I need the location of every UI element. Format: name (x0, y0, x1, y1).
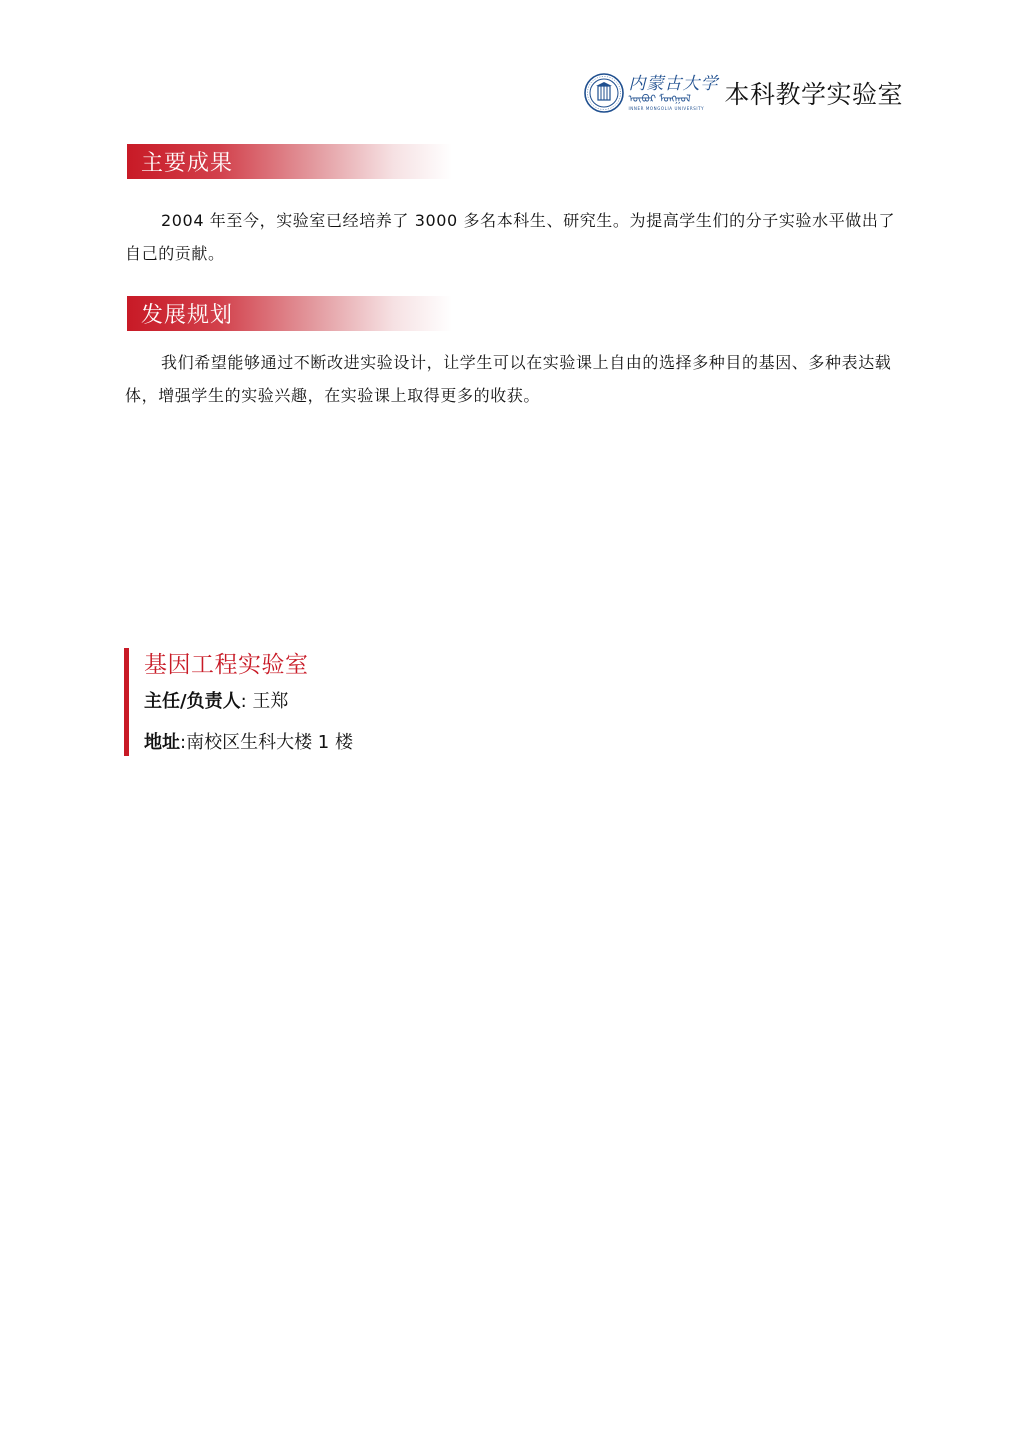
logo-name-cn: 内蒙古大学 (628, 73, 719, 94)
section-heading-plan (127, 296, 452, 331)
lab-name: 基因工程实验室 (144, 652, 309, 678)
section-body-achievements: 2004 年至今，实验室已经培养了 3000 多名本科生、研究生。为提高学生们的分子实验水平做出了自己的贡献。 (125, 211, 896, 263)
logo-wordmark (628, 73, 719, 111)
section-heading-label: 发展规划 (141, 303, 234, 328)
page-header (584, 70, 903, 116)
lab-address-label: 地址 (144, 732, 180, 753)
university-logo (584, 73, 718, 113)
lab-info-block (124, 648, 353, 756)
lab-address-line (144, 732, 353, 754)
university-seal-icon (584, 73, 624, 113)
lab-director-label: 主任/负责人 (144, 691, 241, 712)
lab-director-value: 王郑 (252, 691, 289, 712)
section-heading-achievements (127, 144, 452, 179)
section-heading-label: 主要成果 (141, 151, 234, 176)
lab-director-separator: : (240, 691, 253, 712)
lab-director-line (144, 691, 353, 713)
section-body-plan: 我们希望能够通过不断改进实验设计，让学生可以在实验课上自由的选择多种目的基因、多种表达载体，增强学生的实验兴趣，在实验课上取得更多的收获。 (125, 353, 892, 405)
lab-address-value: 南校区生科大楼 1 楼 (186, 732, 353, 753)
logo-name-en: INNER MONGOLIA UNIVERSITY (628, 105, 705, 111)
lab-address-separator: : (180, 732, 187, 753)
logo-name-mn: ᠦᠪᠦᠷ ᠮᠣᠩᠭᠣᠯ (628, 93, 691, 105)
header-title: 本科教学实验室 (724, 80, 903, 109)
